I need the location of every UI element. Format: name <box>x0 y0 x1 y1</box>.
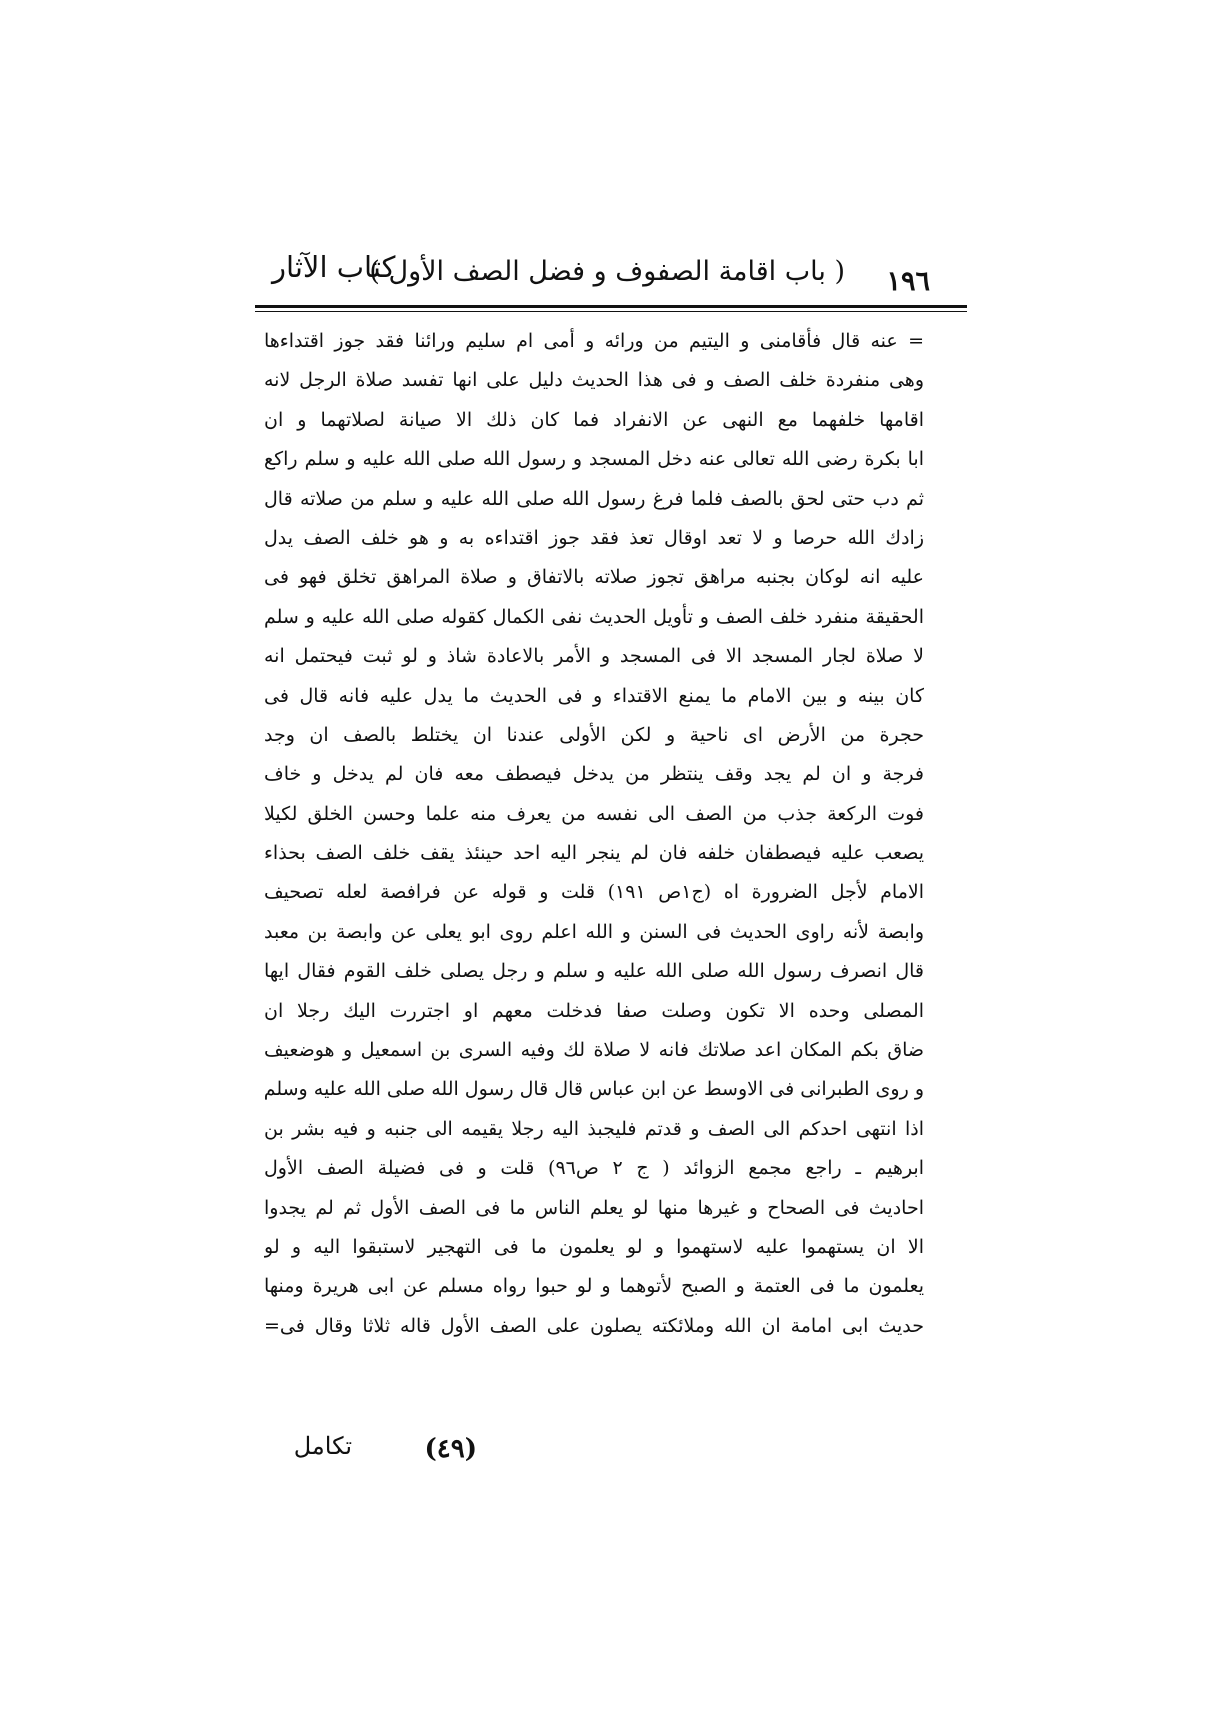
text-line: و روی الطبرانی فی الاوسط عن ابن عباس قال قال رسول الله صلی الله علیه وسلم <box>264 1078 924 1101</box>
text-line: فوت الرکعة جذب من الصف الی نفسه من یعرف منه علما وحسن الخلق لکیلا <box>264 802 924 825</box>
text-line: ابرهیم ـ راجع مجمع الزوائد ( ج ٢ ص٩٦) قلت و فی فضیلة الصف الأول <box>264 1157 924 1180</box>
text-line: اقامها خلفهما مع النهی عن الانفراد فما کان ذلك الا صیانة لصلاتهما و ان <box>264 408 924 431</box>
text-line: = عنه قال فأقامنی و الیتیم من ورائه و أمی ام سلیم ورائنا فقد جوز اقتداءها <box>264 330 924 352</box>
text-line: قال انصرف رسول الله صلی الله علیه و سلم و رجل یصلی خلف القوم فقال ایها <box>264 960 924 983</box>
text-line: علیه انه لوکان بجنبه مراهق تجوز صلاته بالاتفاق و صلاة المراهق تخلق فهو فی <box>264 566 924 589</box>
header-rule-thin <box>255 311 967 312</box>
book-title: كتاب الآثار <box>272 250 396 284</box>
text-line: فرجة و ان لم یجد وقف ینتظر من یدخل فیصطف معه فان لم یدخل و خاف <box>264 763 924 786</box>
text-line: لا صلاة لجار المسجد الا فی المسجد و الأمر بالاعادة شاذ و لو ثبت فیحتمل انه <box>264 645 924 668</box>
text-line: یصعب علیه فیصطفان خلفه فان لم ینجر الیه احد حینئذ یقف خلف الصف بحذاء <box>264 842 924 865</box>
text-line: احادیث فی الصحاح و غیرها منها لو یعلم الناس ما فی الصف الأول ثم لم یجدوا <box>264 1196 924 1219</box>
catchword: تکامل <box>293 1432 352 1460</box>
body-text <box>264 322 924 1346</box>
text-line: حدیث ابی امامة ان الله وملائکته یصلون علی الصف الأول قاله ثلاثا وقال فی= <box>264 1314 924 1337</box>
text-line: ضاق بکم المکان اعد صلاتك فانه لا صلاة لك وفیه السری بن اسمعیل و هوضعیف <box>264 1039 924 1062</box>
text-line: زادك الله حرصا و لا تعد اوقال تعذ فقد جوز اقتداءه به و هو خلف الصف یدل <box>264 526 924 549</box>
text-line: وابصة لأنه راوی الحدیث فی السنن و الله اعلم روی ابو یعلی عن وابصة بن معبد <box>264 920 924 943</box>
text-line: یعلمون ما فی العتمة و الصبح لأتوهما و لو حبوا رواه مسلم عن ابی هریرة ومنها <box>264 1275 924 1298</box>
text-line: ابا بکرة رضی الله تعالی عنه دخل المسجد و رسول الله صلی الله علیه و سلم راکع <box>264 448 924 471</box>
text-line: الا ان یستهموا علیه لاستهموا و لو یعلمون ما فی التهجیر لاستبقوا الیه و لو <box>264 1235 924 1258</box>
text-line: المصلی وحده الا تکون وصلت صفا فدخلت معهم او اجتررت الیك رجلا ان <box>264 999 924 1022</box>
text-line: ثم دب حتی لحق بالصف فلما فرغ رسول الله صلی الله علیه و سلم من صلاته قال <box>264 487 924 510</box>
signature-mark: (٤٩) <box>424 1434 477 1464</box>
text-line: حجرة من الأرض ای ناحیة و لکن الأولی عندنا ان یختلط بالصف ان وجد <box>264 723 924 746</box>
page-header <box>272 250 930 300</box>
text-line: الامام لأجل الضرورة اه (ج١ص ١٩١) قلت و قوله عن فرافصة لعله تصحیف <box>264 881 924 904</box>
text-line: کان بینه و بین الامام ما یمنع الاقتداء و فی الحدیث ما یدل علیه فانه قال فی <box>264 684 924 707</box>
page-footer <box>272 1432 572 1482</box>
text-line: الحقیقة منفرد خلف الصف و تأویل الحدیث نفی الکمال کقوله صلی الله علیه و سلم <box>264 605 924 628</box>
header-rule-thick <box>255 305 967 308</box>
chapter-title: ( باب اقامة الصفوف و فضل الصف الأول ) <box>369 256 845 287</box>
page-number: ١٩٦ <box>886 266 930 297</box>
text-line: اذا انتهی احدکم الی الصف و قدتم فلیجبذ الیه رجلا یقیمه الی جنبه و فیه بشر بن <box>264 1117 924 1140</box>
text-line: وهی منفردة خلف الصف و فی هذا الحدیث دلیل علی انها تفسد صلاة الرجل لانه <box>264 369 924 392</box>
